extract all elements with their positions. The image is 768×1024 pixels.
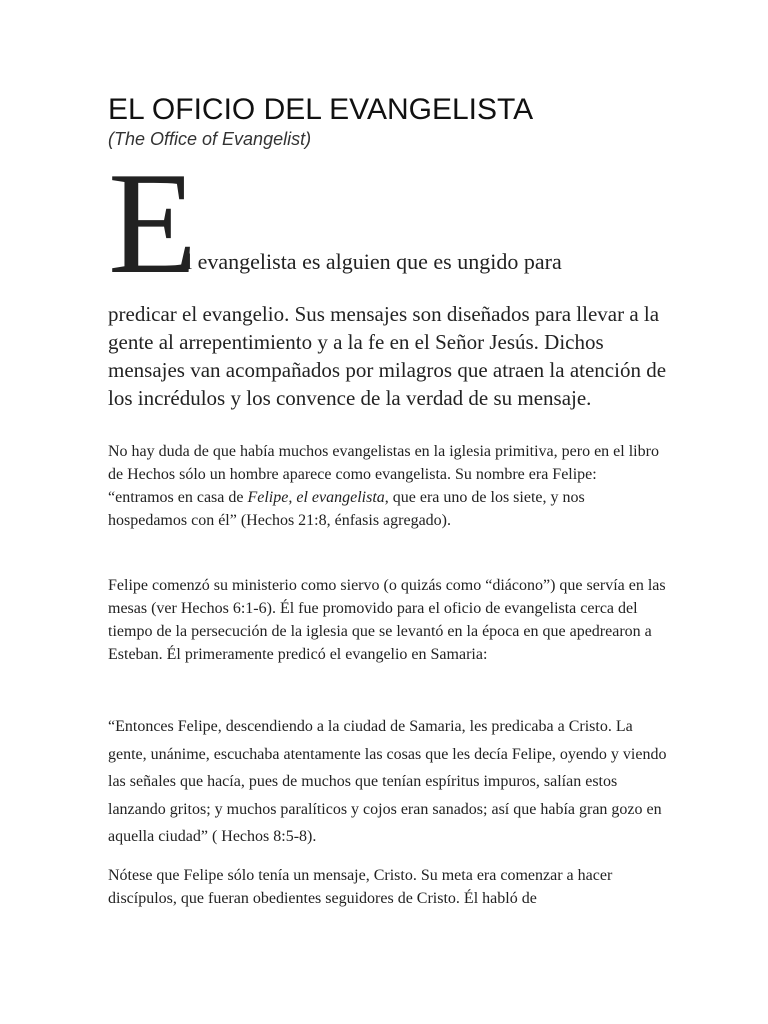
- emphasis-text: Felipe, el evangelista: [247, 489, 385, 506]
- paragraph-text: , que era uno de los siete, y nos hospedamos con él” (Hechos 21:8, énfasis agregado).: [108, 489, 585, 529]
- scripture-quote: “Entonces Felipe, descendiendo a la ciudad de Samaria, les predicaba a Cristo. La gente, unánime, escuchaba atentamente las cosas que les decía Felipe, oyendo y viendo las señales que hacía, pues de muchos que tenían espíritus impuros, salían estos lanzando gritos; y muchos paralíticos y cojos eran sanados; así que había gran gozo en aquella ciudad” ( Hechos 8:5-8).: [108, 718, 667, 845]
- drop-cap-letter: E: [108, 142, 198, 304]
- paragraph-felipe-ministerio: Felipe comenzó su ministerio como siervo (o quizás como “diácono”) que servía en las mesas (ver Hechos 6:1-6). Él fue promovido para el oficio de evangelista cerca del tiempo de la persecución de la iglesia que se levantó en la época en que apedrearon a Esteban. Él primeramente predicó el evangelio en Samaria:: [108, 577, 666, 663]
- intro-paragraph: predicar el evangelio. Sus mensajes son diseñados para llevar a la gente al arrepentimiento y a la fe en el Señor Jesús. Dichos mensajes van acompañados por milagros que atraen la atención de los incrédulos y los convence de la verdad de su mensaje.: [108, 302, 667, 410]
- intro-first-line: l evangelista es alguien que es ungido para: [186, 249, 562, 274]
- document-subtitle: (The Office of Evangelist): [108, 129, 312, 149]
- document-title: EL OFICIO DEL EVANGELISTA: [108, 93, 534, 126]
- paragraph-mensaje-cristo: Nótese que Felipe sólo tenía un mensaje, Cristo. Su meta era comenzar a hacer discípulos, que fueran obedientes seguidores de Cristo. Él habló de: [108, 867, 613, 907]
- paragraph-hechos-21: [108, 440, 666, 532]
- paragraph-text: No hay duda de que había muchos evangelistas en la iglesia primitiva, pero en el libro de Hechos sólo un hombre aparece como evangelista. Su nombre era Felipe: “entramos en casa de: [108, 443, 659, 506]
